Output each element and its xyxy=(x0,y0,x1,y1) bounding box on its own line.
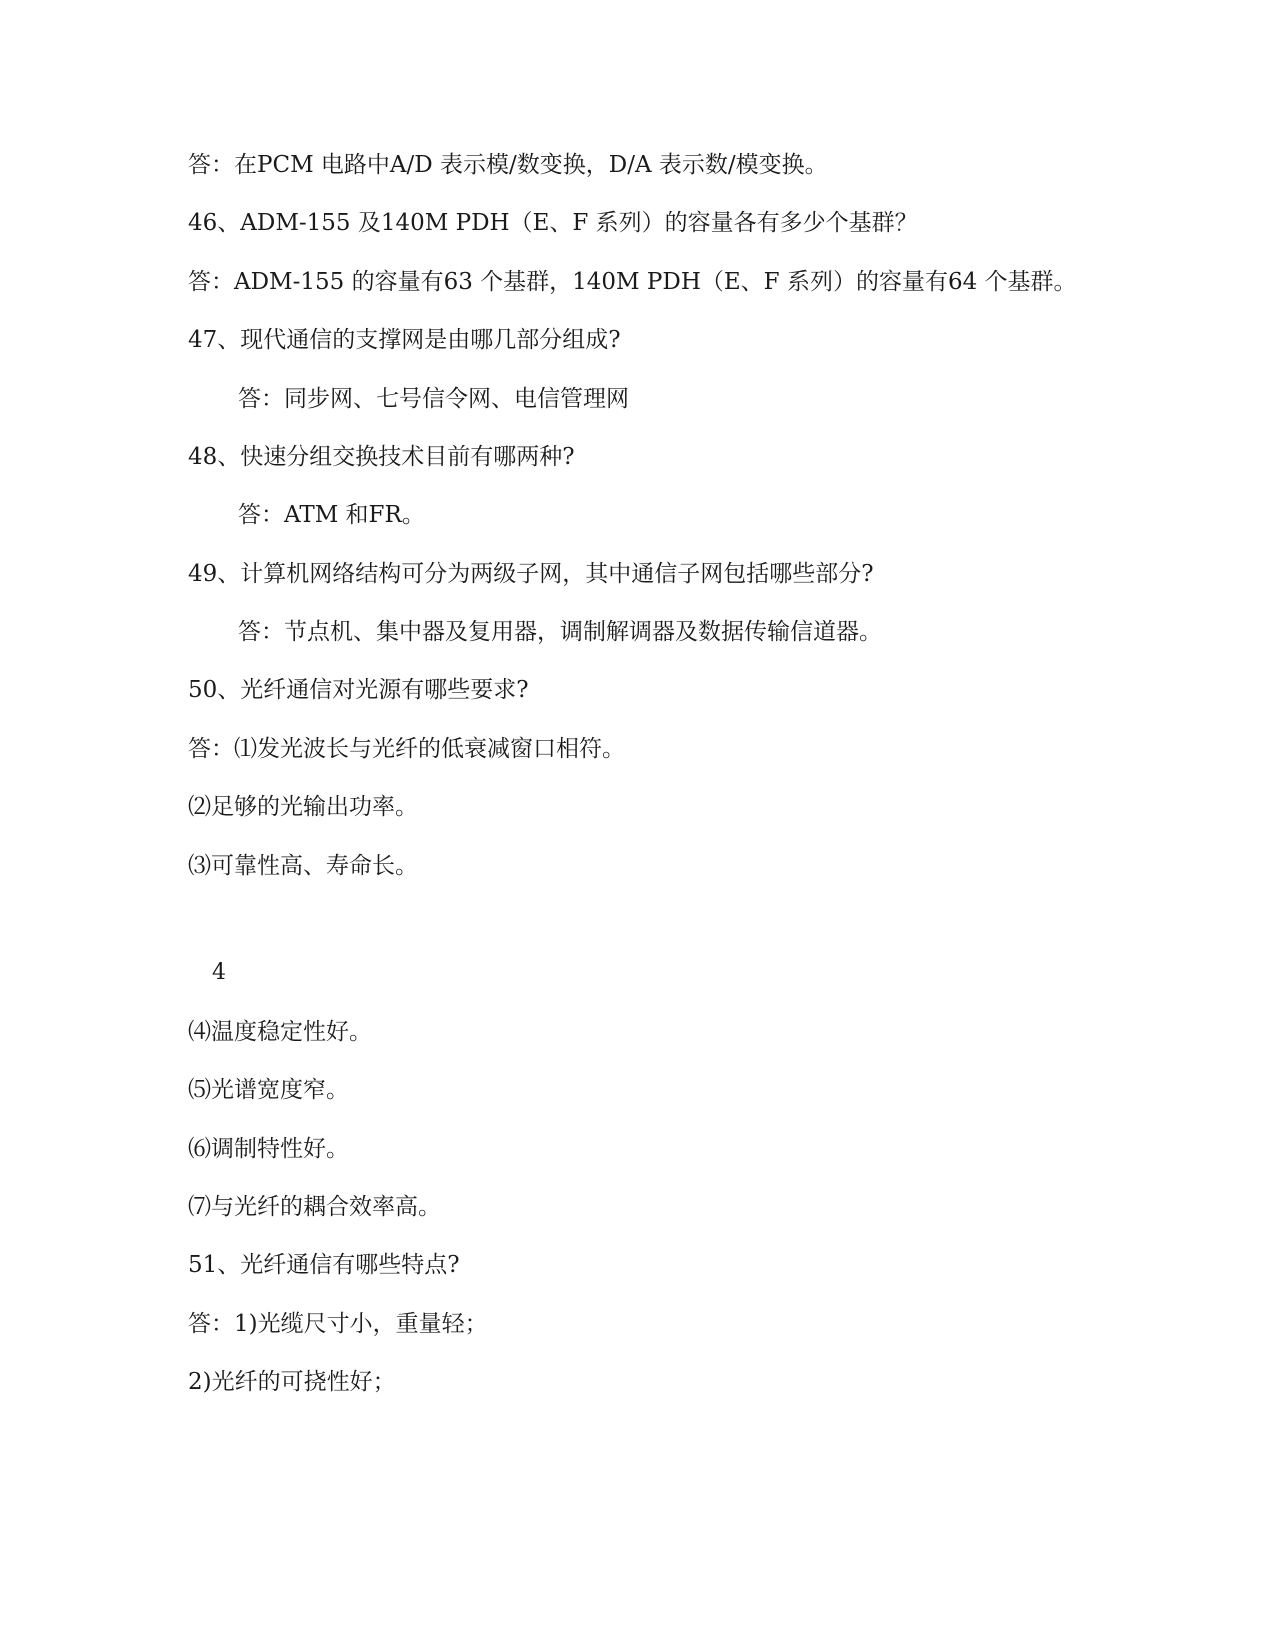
answer-46: 答：ADM-155 的容量有63 个基群，140M PDH（E、F 系列）的容量有64 个基群。 xyxy=(188,269,1077,295)
question-51: 51、光纤通信有哪些特点? xyxy=(188,1252,460,1278)
question-46: 46、ADM-155 及140M PDH（E、F 系列）的容量各有多少个基群？ xyxy=(188,210,918,236)
page-number: 4 xyxy=(212,960,226,985)
answer-48: 答：ATM 和FR。 xyxy=(238,502,425,528)
text-line: 答：在PCM 电路中A/D 表示模/数变换，D/A 表示数/模变换。 xyxy=(188,152,828,178)
question-49: 49、计算机网络结构可分为两级子网，其中通信子网包括哪些部分? xyxy=(188,561,874,587)
answer-50-item-4: ⑷温度稳定性好。 xyxy=(188,1019,372,1045)
answer-50-item-1: 答：⑴发光波长与光纤的低衰减窗口相符。 xyxy=(188,736,625,762)
question-50: 50、光纤通信对光源有哪些要求? xyxy=(188,677,529,703)
answer-49: 答：节点机、集中器及复用器，调制解调器及数据传输信道器。 xyxy=(238,619,882,645)
answer-50-item-7: ⑺与光纤的耦合效率高。 xyxy=(188,1194,441,1220)
answer-47: 答：同步网、七号信令网、电信管理网 xyxy=(238,386,629,412)
question-47: 47、现代通信的支撑网是由哪几部分组成? xyxy=(188,327,621,353)
answer-50-item-3: ⑶可靠性高、寿命长。 xyxy=(188,853,418,879)
answer-51-item-2: 2)光纤的可挠性好； xyxy=(188,1369,396,1395)
answer-51-item-1: 答：1)光缆尺寸小，重量轻； xyxy=(188,1311,488,1337)
answer-50-item-6: ⑹调制特性好。 xyxy=(188,1136,349,1162)
answer-50-item-5: ⑸光谱宽度窄。 xyxy=(188,1077,349,1103)
question-48: 48、快速分组交换技术目前有哪两种? xyxy=(188,444,575,470)
answer-50-item-2: ⑵足够的光输出功率。 xyxy=(188,794,418,820)
